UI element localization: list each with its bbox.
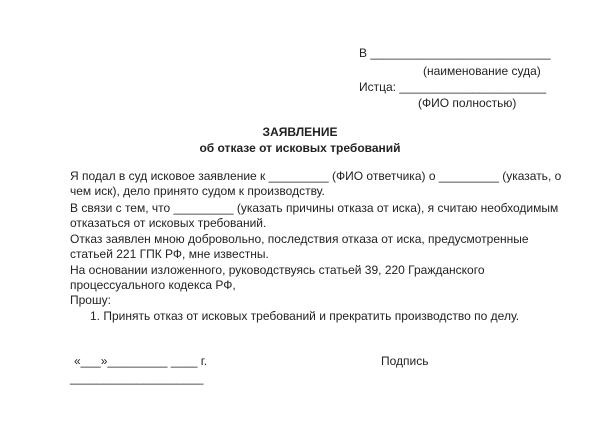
signature-line: ____________________ bbox=[70, 371, 204, 385]
court-recipient-line: В ___________________________ bbox=[359, 46, 551, 60]
signature-label: Подпись bbox=[381, 354, 429, 368]
date-line: «___»_________ ____ г. bbox=[74, 354, 208, 368]
request-heading: Прошу: bbox=[70, 293, 111, 307]
body-line-7: На основании изложенного, руководствуясь статьей 39, 220 Гражданского bbox=[70, 263, 485, 277]
document-title: ЗАЯВЛЕНИЕ bbox=[262, 125, 338, 139]
request-item-1: 1. Принять отказ от исковых требований и прекратить производство по делу. bbox=[90, 309, 520, 323]
body-line-4: отказаться от исковых требований. bbox=[70, 216, 267, 230]
body-line-1: Я подал в суд исковое заявление к _________ (ФИО ответчика) о _________ (указать, о bbox=[70, 169, 562, 183]
body-line-6: статьей 221 ГПК РФ, мне известны. bbox=[70, 247, 269, 261]
body-line-2: чем иск), дело принято судом к производству. bbox=[70, 184, 325, 198]
body-line-8: процессуального кодекса РФ, bbox=[70, 278, 236, 292]
plaintiff-line: Истца: ______________________ bbox=[359, 80, 547, 94]
body-line-3: В связи с тем, что _________ (указать причины отказа от иска), я считаю необходимым bbox=[70, 201, 559, 215]
court-name-caption: (наименование суда) bbox=[423, 64, 541, 78]
plaintiff-caption: (ФИО полностью) bbox=[418, 96, 517, 110]
body-line-5: Отказ заявлен мною добровольно, последствия отказа от иска, предусмотренные bbox=[70, 232, 529, 246]
document-subtitle: об отказе от исковых требований bbox=[199, 141, 401, 155]
